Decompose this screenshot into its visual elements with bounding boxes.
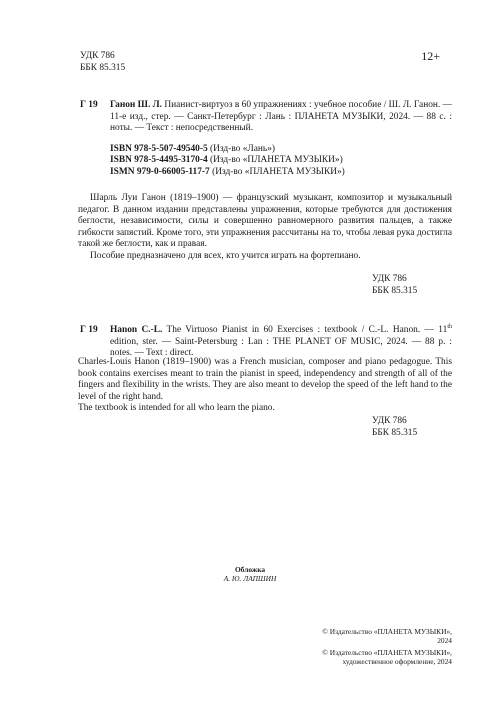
isbn-publisher: (Изд-во «Лань»)	[210, 143, 276, 154]
en-record-text-2: edition, ster. — Saint-Petersburg : Lan : THE PLANET OF MUSIC, 2024. — 88 p. : notes. — Text : direct.	[110, 336, 452, 359]
ru-annotation-codes	[372, 274, 452, 297]
en-udk: УДК 786	[372, 416, 407, 426]
ru-annotation-p1: Шарль Луи Ганон (1819–1900) — французский музыкант, композитор и музыкальный педагог. В данном издании представлены упражнения, которые требуются для достижения беглости, независимости, силы и совершенно равномерного развития пальцев, а также гибкости запястий. Кроме того, эти упражнения рассчитаны на то, чтобы левая рука достигла такой же беглости, как и правая.	[78, 193, 452, 250]
en-annotation-p1: Charles-Louis Hanon (1819–1900) was a French musician, composer and piano pedagogue. This book contains exercises meant to train the pianist in speed, independency and strength of all of the fingers and flexibility in the wrists. They are also meant to develop the speed of the left hand to the level of the right hand.	[78, 357, 452, 402]
en-record-author: Hanon C.-L.	[110, 325, 163, 335]
en-annotation-codes	[372, 416, 452, 439]
copyright-line2-extra: художественное оформление, 2024	[342, 657, 452, 666]
isbn-code: ISBN 978-5-507-49540-5	[110, 143, 208, 154]
en-annotation-p2: The textbook is intended for all who learn the piano.	[78, 403, 275, 414]
isbn-code: ISBN 978-5-4495-3170-4	[110, 155, 208, 166]
isbn-line	[110, 144, 452, 156]
copyright-line2: © Издательство «ПЛАНЕТА МУЗЫКИ»,	[322, 648, 452, 657]
en-bibliographic-record	[80, 325, 452, 360]
isbn-line	[110, 167, 452, 179]
copyright-line1-year: 2024	[437, 636, 452, 645]
isbn-publisher: (Изд-во «ПЛАНЕТА МУЗЫКИ»)	[212, 166, 345, 177]
isbn-publisher: (Изд-во «ПЛАНЕТА МУЗЫКИ»)	[210, 155, 343, 166]
copyright-line1: © Издательство «ПЛАНЕТА МУЗЫКИ»,	[322, 627, 452, 636]
ru-annotation-p2: Пособие предназначено для всех, кто учится играть на фортепиано.	[90, 250, 361, 261]
en-bbk: ББК 85.315	[372, 427, 418, 438]
ru-record-author: Ганон Ш. Л.	[110, 100, 162, 110]
cover-credit-name: А. Ю. ЛАПШИН	[223, 574, 277, 583]
isbn-line	[110, 155, 452, 167]
ru-annotation	[78, 193, 452, 263]
en-record-sup: th	[447, 323, 453, 330]
isbn-code: ISMN 979-0-66005-117-7	[110, 166, 210, 177]
header-udk: УДК 786	[80, 51, 115, 61]
cover-credit-heading: Обложка	[234, 565, 266, 574]
en-record-text: The Virtuoso Pianist in 60 Exercises : textbook / C.-L. Hanon. — 11	[166, 325, 448, 335]
header-bbk: ББК 85.315	[80, 62, 126, 73]
age-rating-badge: 12+	[421, 49, 440, 63]
ru-record-text: Пианист-виртуоз в 60 упражнениях : учебное пособие / Ш. Л. Ганон. — 11-е изд., стер. — Санкт-Петербург : Лань : ПЛАНЕТА МУЗЫКИ, 2024. — 88 с. : ноты. — Текст : непосредственный.	[110, 100, 453, 134]
ru-bbk: ББК 85.315	[372, 285, 418, 296]
header-codes	[80, 51, 440, 74]
en-record-index: Г 19	[80, 325, 98, 335]
ru-bibliographic-record	[80, 100, 452, 179]
ru-udk: УДК 786	[372, 274, 407, 284]
ru-isbn-list	[110, 144, 452, 179]
cover-credit	[0, 565, 500, 583]
copyright-block	[300, 627, 452, 666]
ru-record-index: Г 19	[80, 100, 98, 110]
en-annotation	[78, 357, 452, 415]
